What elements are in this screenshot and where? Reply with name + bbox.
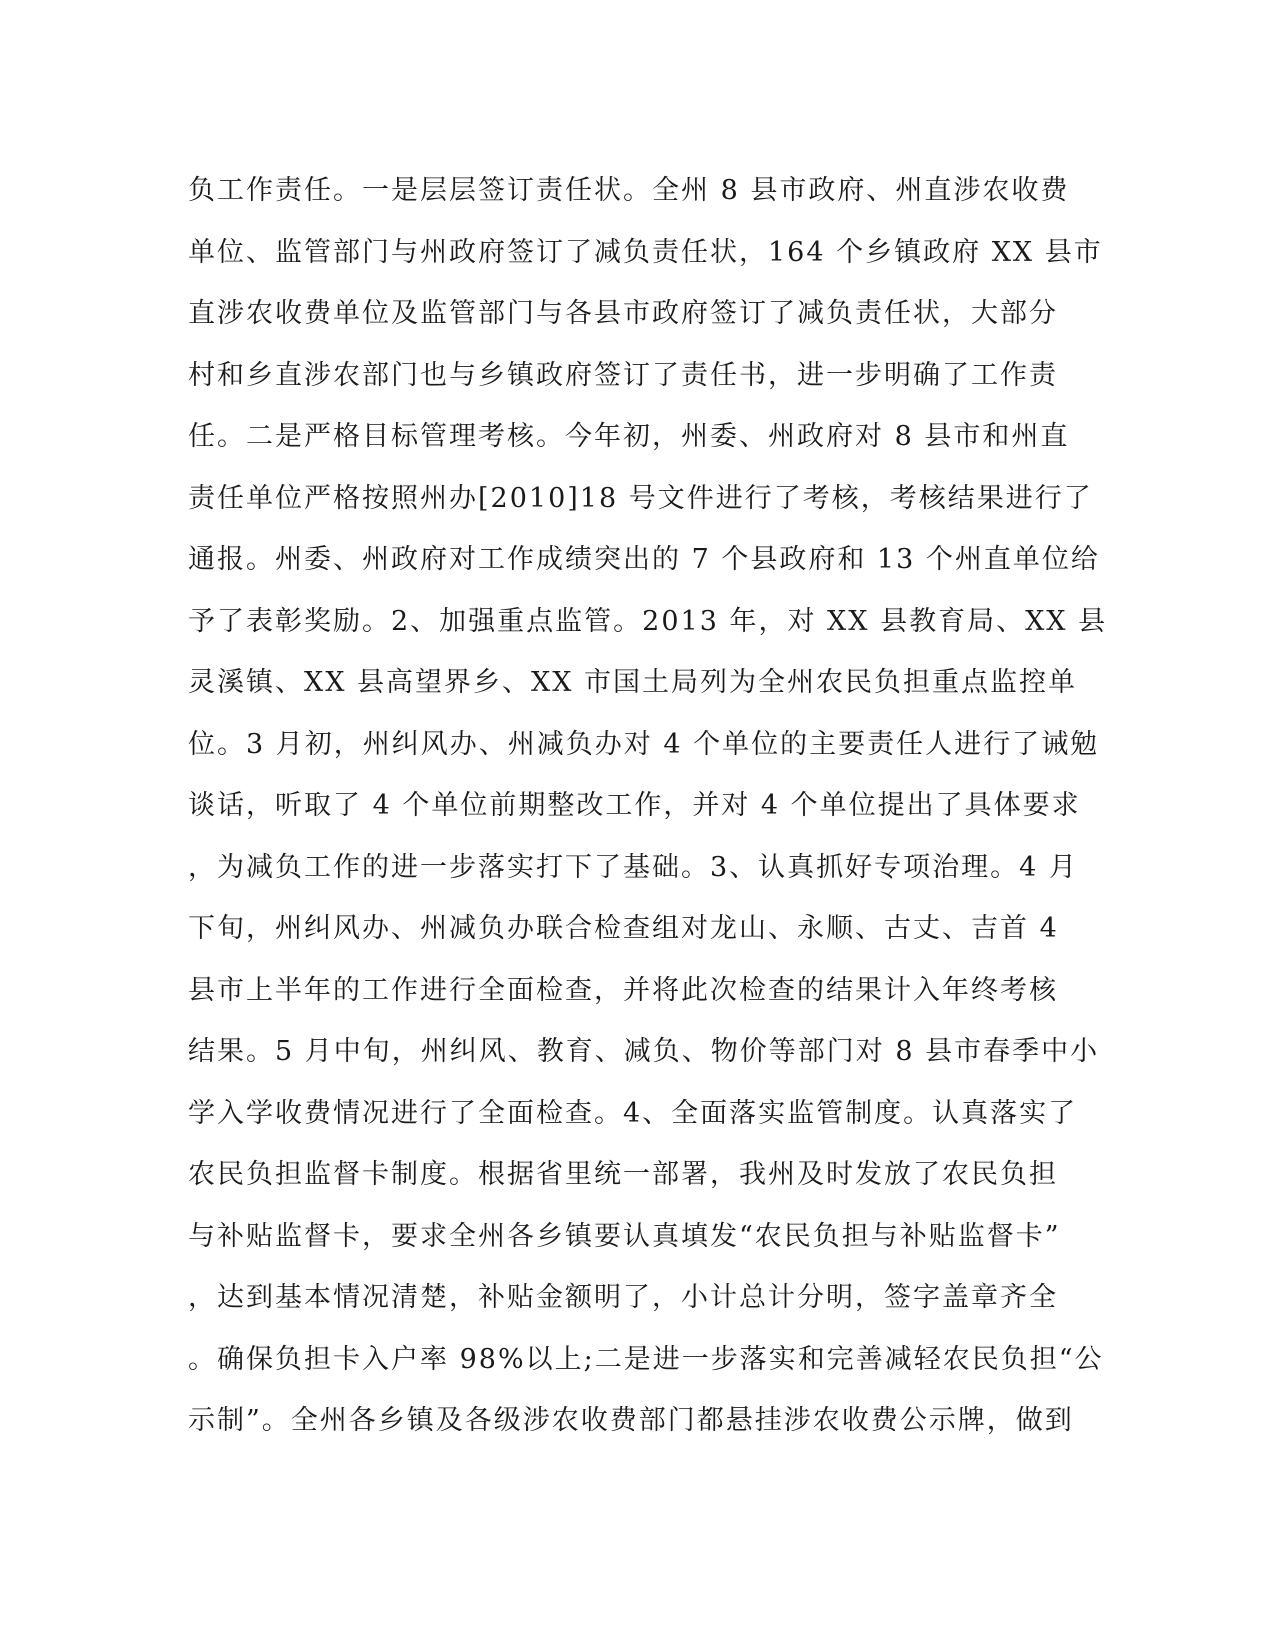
text-line: 通报。州委、州政府对工作成绩突出的 7 个县政府和 13 个州直单位给 [188,544,1100,575]
text-line: ，达到基本情况清楚，补贴金额明了，小计总计分明，签字盖章齐全 [188,1282,1058,1313]
text-line: 谈话，听取了 4 个单位前期整改工作，并对 4 个单位提出了具体要求 [188,790,1081,821]
text-line: 。确保负担卡入户率 98%以上;二是进一步落实和完善减轻农民负担“公 [188,1343,1104,1375]
text-line: 直涉农收费单位及监管部门与各县市政府签订了减负责任状，大部分 [188,298,1058,329]
text-line: 单位、监管部门与州政府签订了减负责任状，164 个乡镇政府 XX 县市 [188,236,1103,268]
text-line: 灵溪镇、XX 县高望界乡、XX 市国土局列为全州农民负担重点监控单 [188,667,1078,698]
text-line: 负工作责任。一是层层签订责任状。全州 8 县市政府、州直涉农收费 [188,175,1070,206]
text-line: 示制”。全州各乡镇及各级涉农收费部门都悬挂涉农收费公示牌，做到 [188,1405,1074,1436]
text-line: 县市上半年的工作进行全面检查，并将此次检查的结果计入年终考核 [188,974,1058,1006]
text-line: 与补贴监督卡，要求全州各乡镇要认真填发“农民负担与补贴监督卡” [188,1220,1061,1252]
text-line: 责任单位严格按照州办[2010]18 号文件进行了考核，考核结果进行了 [188,482,1093,514]
text-line: 下旬，州纠风办、州减负办联合检查组对龙山、永顺、古丈、吉首 4 [188,913,1059,944]
text-line: 位。3 月初，州纠风办、州减负办对 4 个单位的主要责任人进行了诫勉 [188,728,1100,760]
text-line: 学入学收费情况进行了全面检查。4、全面落实监管制度。认真落实了 [188,1097,1078,1129]
text-line: 任。二是严格目标管理考核。今年初，州委、州政府对 8 县市和州直 [188,421,1070,452]
text-line: ，为减负工作的进一步落实打下了基础。3、认真抓好专项治理。4 月 [188,851,1078,883]
text-line: 予了表彰奖励。2、加强重点监管。2013 年，对 XX 县教育局、XX 县 [188,605,1108,637]
text-line: 村和乡直涉农部门也与乡镇政府签订了责任书，进一步明确了工作责 [188,359,1058,391]
text-line: 农民负担监督卡制度。根据省里统一部署，我州及时发放了农民负担 [188,1159,1058,1190]
body-text [188,160,1108,1452]
text-line: 结果。5 月中旬，州纠风、教育、减负、物价等部门对 8 县市春季中小 [188,1036,1100,1067]
